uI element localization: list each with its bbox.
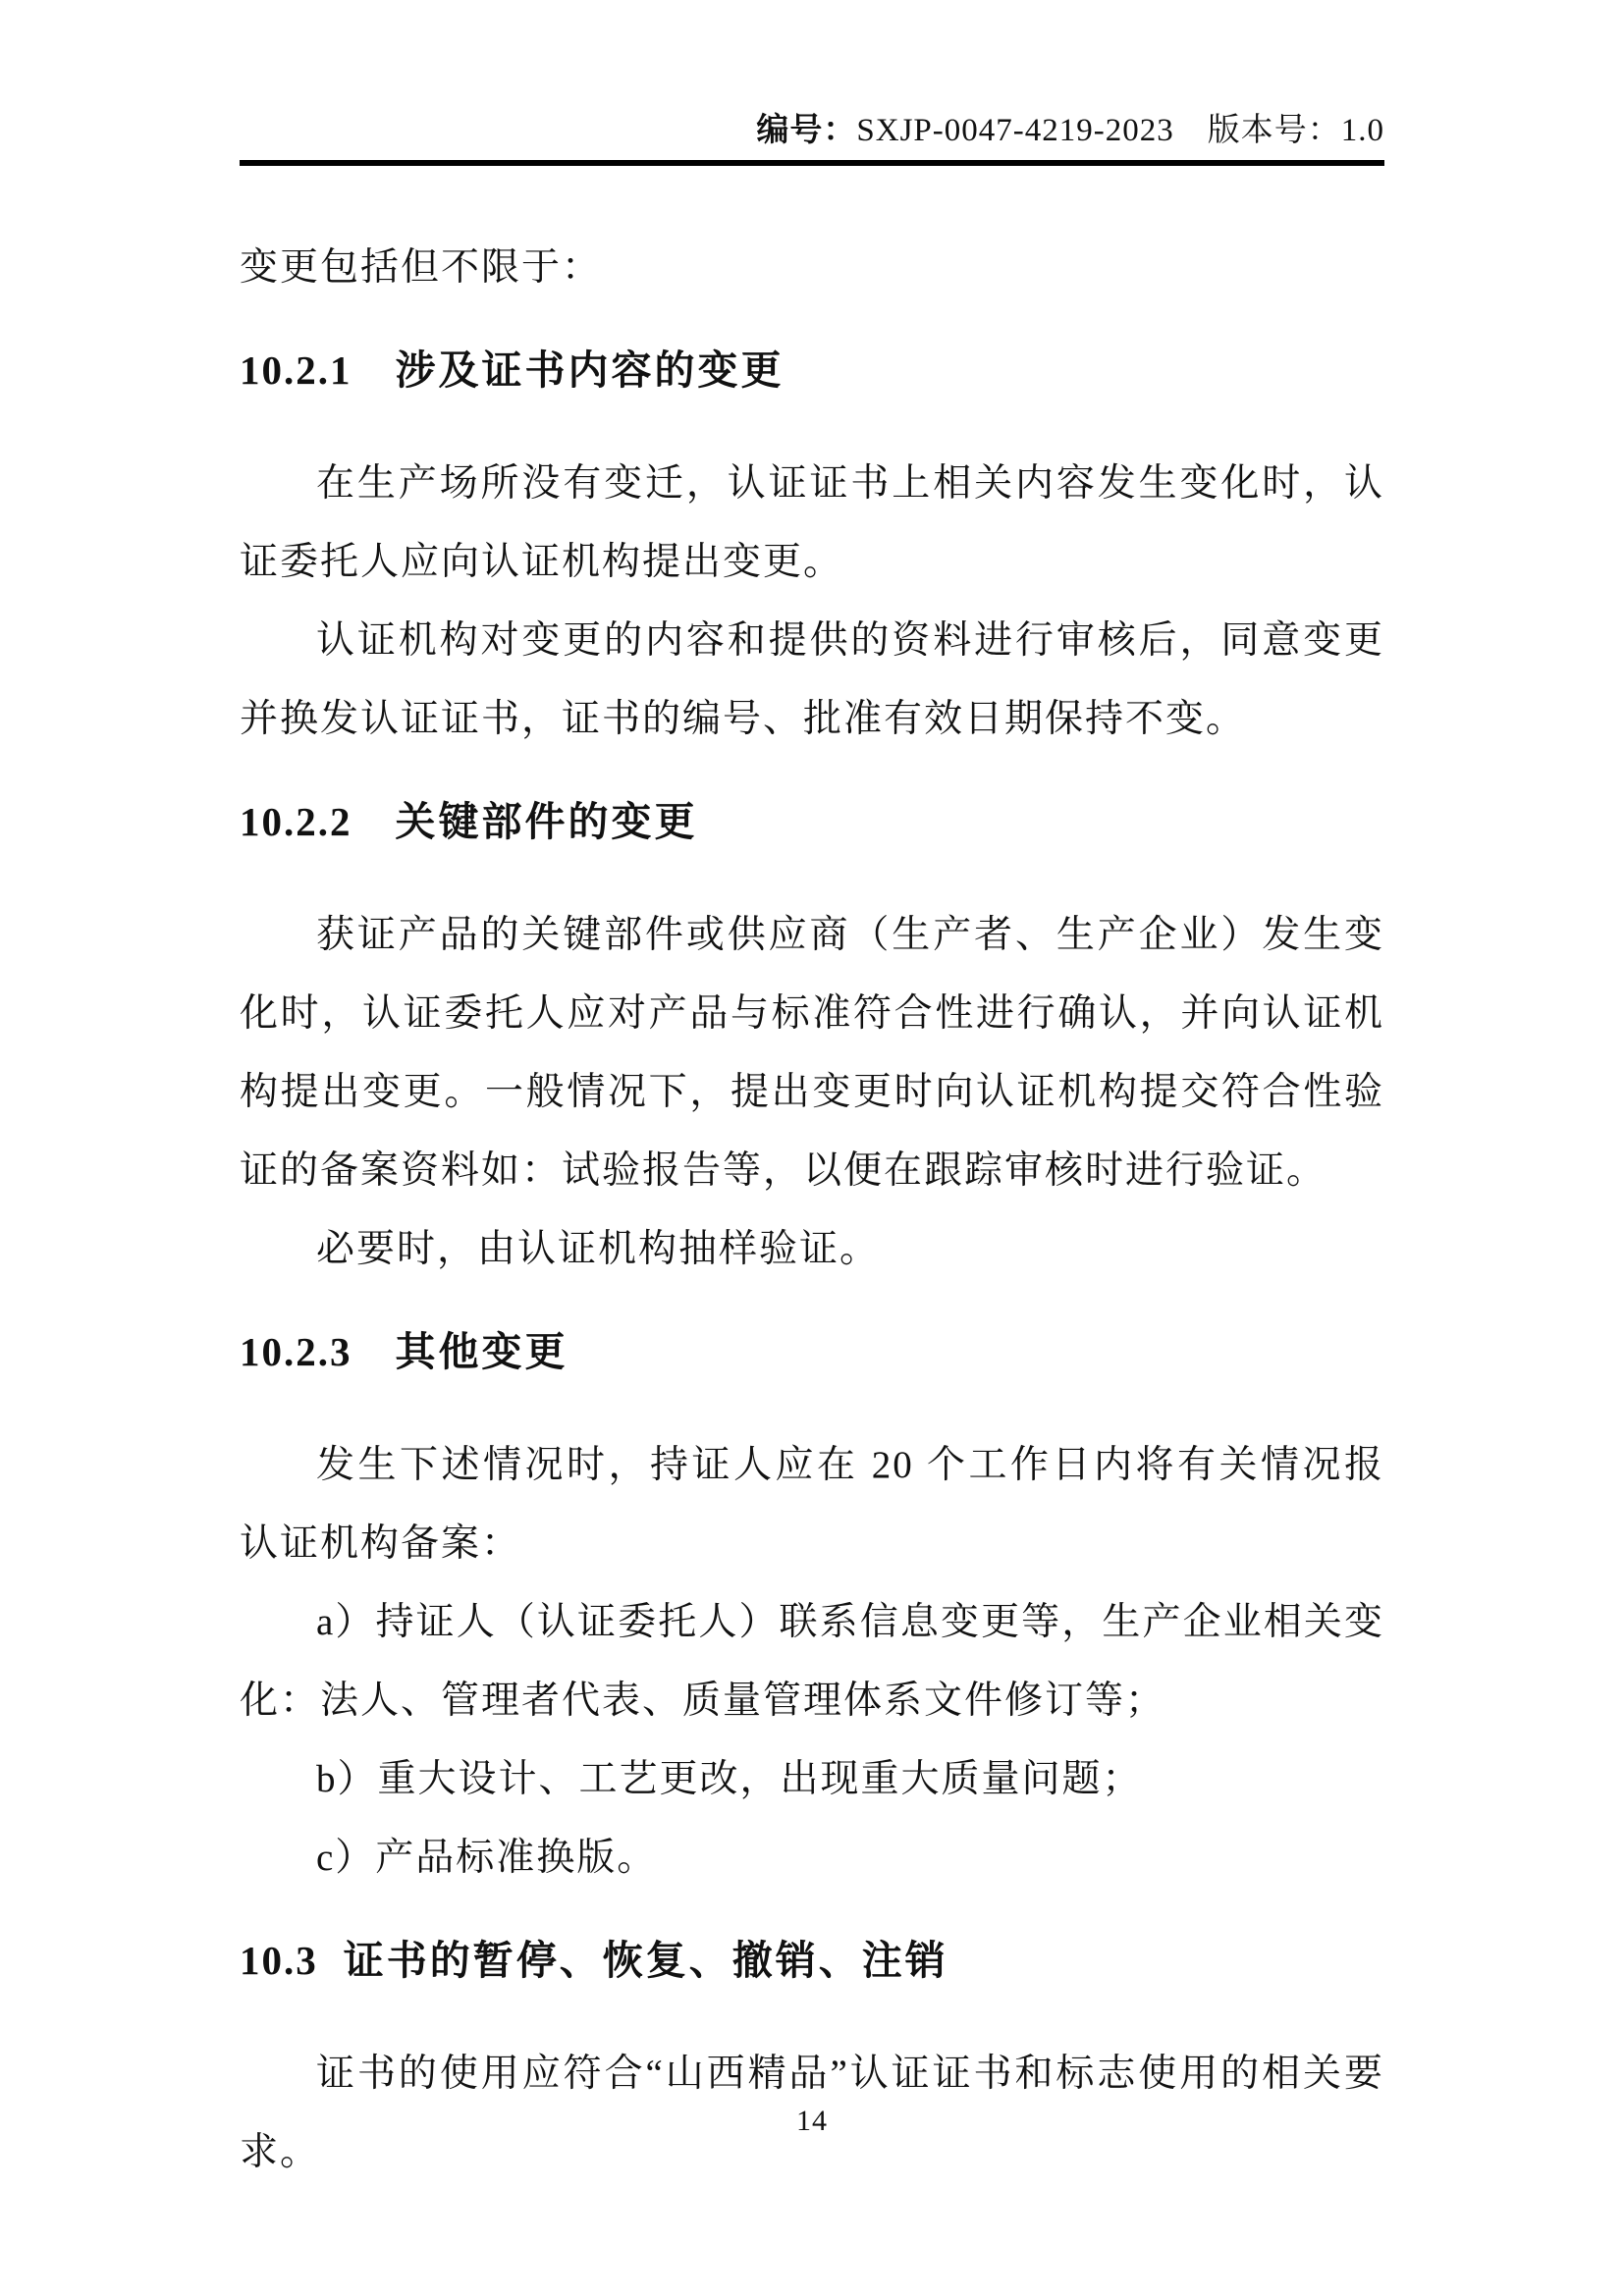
paragraph-intro: 变更包括但不限于：: [240, 246, 603, 289]
paragraph: 证书的使用应符合“山西精品”认证证书和标志使用的相关要求。: [240, 2053, 1384, 2173]
section-number: 10.2.2: [240, 799, 352, 844]
doc-number-label: 编号：: [756, 111, 857, 147]
version-value: 1.0: [1340, 113, 1384, 148]
doc-number-value: SXJP-0047-4219-2023: [856, 113, 1174, 148]
section-title: 涉及证书内容的变更: [395, 347, 785, 393]
paragraph-item-c: c）产品标准换版。: [316, 1837, 658, 1879]
paragraph: 认证机构对变更的内容和提供的资料进行审核后，同意变更并换发认证证书，证书的编号、批准有效日期保持不变。: [240, 619, 1384, 740]
section-title: 证书的暂停、恢复、撤销、注销: [343, 1938, 948, 1983]
document-body: [240, 229, 1384, 2192]
paragraph: 发生下述情况时，持证人应在 20 个工作日内将有关情况报认证机构备案：: [240, 1444, 1384, 1565]
page-header: [240, 0, 1384, 152]
paragraph-item-b: b）重大设计、工艺更改，出现重大质量问题；: [316, 1758, 1143, 1800]
section-heading-10-2-1: [240, 341, 1384, 400]
section-number: 10.2.1: [240, 347, 352, 393]
section-heading-10-3: [240, 1931, 1384, 1990]
section-heading-10-2-2: [240, 792, 1384, 851]
paragraph: 获证产品的关键部件或供应商（生产者、生产企业）发生变化时，认证委托人应对产品与标准符合性进行确认，并向认证机构提出变更。一般情况下，提出变更时向认证机构提交符合性验证的备案资料如：试验报告等，以便在跟踪审核时进行验证。: [240, 914, 1384, 1192]
section-heading-10-2-3: [240, 1322, 1384, 1381]
version-label: 版本号：: [1207, 113, 1341, 148]
section-title: 其他变更: [395, 1329, 568, 1374]
page-number: 14: [796, 2105, 828, 2137]
paragraph: 在生产场所没有变迁，认证证书上相关内容发生变化时，认证委托人应向认证机构提出变更。: [240, 462, 1384, 583]
paragraph: 必要时，由认证机构抽样验证。: [316, 1228, 881, 1270]
section-number: 10.2.3: [240, 1329, 352, 1374]
header-rule: [240, 160, 1384, 166]
section-number: 10.3: [240, 1938, 318, 1983]
section-title: 关键部件的变更: [395, 799, 698, 844]
paragraph-item-a: a）持证人（认证委托人）联系信息变更等，生产企业相关变化：法人、管理者代表、质量管理体系文件修订等；: [240, 1601, 1384, 1722]
